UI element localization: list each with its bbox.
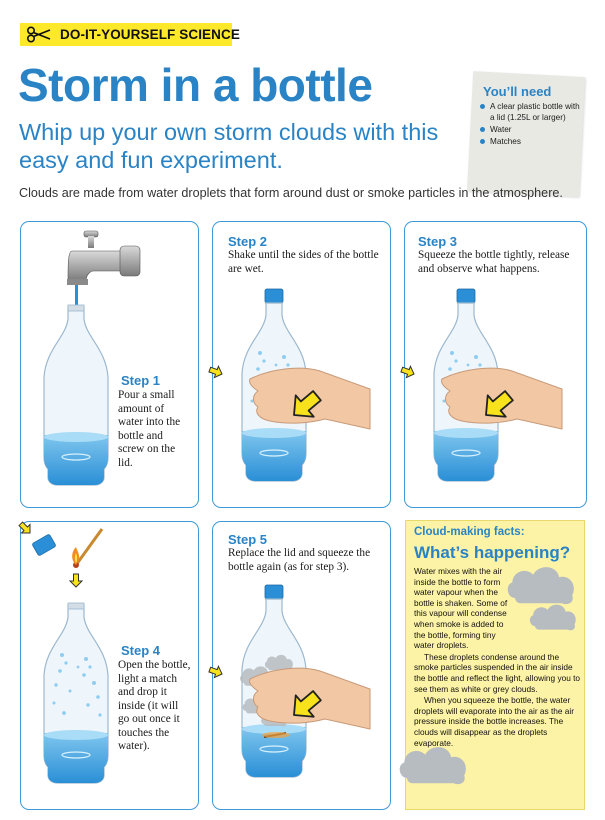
- tap-icon: [67, 231, 140, 285]
- step-1-text: Pour a small amount of water into the bottle and screw on the lid.: [118, 389, 181, 469]
- lid-icon: [32, 534, 56, 556]
- needs-item: Matches: [478, 136, 582, 147]
- needs-title: You’ll need: [483, 84, 552, 99]
- scissors-icon: [26, 26, 52, 43]
- page-title: Storm in a bottle: [18, 59, 373, 111]
- facts-body: [414, 566, 582, 748]
- step-2-text: Shake until the sides of the bottle are wet.: [228, 249, 379, 275]
- facts-paragraph: These droplets condense around the smoke particles suspended in the air inside the bottle and reflect the light, allowing you to see them as white or grey clouds.: [414, 651, 581, 694]
- facts-paragraph: When you squeeze the bottle, the water droplets will evaporate into the air as the air pressure inside the bottle increases. The clouds will disappear as the droplets evaporate.: [414, 695, 575, 748]
- needs-list: [478, 101, 582, 148]
- match-icon: [72, 529, 102, 568]
- step-3-text: Squeeze the bottle tightly, release and observe what happens.: [418, 249, 570, 275]
- step-3-illustration: [404, 221, 585, 506]
- banner-label: DO-IT-YOURSELF SCIENCE: [60, 27, 240, 42]
- page-subtitle: Whip up your own storm clouds with this easy and fun experiment.: [19, 119, 439, 173]
- intro-text: Clouds are made from water droplets that form around dust or smoke particles in the atmosphere.: [19, 186, 563, 200]
- step-5-illustration: [212, 521, 389, 808]
- step-4-label: Step 4: [121, 643, 161, 658]
- step-1-label: Step 1: [121, 373, 161, 388]
- step-5-label: Step 5: [228, 532, 268, 547]
- facts-paragraph: Water mixes with the air inside the bottle to form water vapour when the bottle is shaken. Some of this vapour will condense when smoke is added to the bottle, forming tiny water droplets.: [414, 566, 508, 651]
- facts-title: What’s happening?: [414, 543, 571, 562]
- step-4-text: Open the bottle, light a match and drop it inside (it will go out once it touches the water).: [118, 659, 191, 752]
- step-2-label: Step 2: [228, 234, 268, 249]
- step-2-illustration: [212, 221, 389, 506]
- facts-label: Cloud-making facts:: [414, 526, 525, 538]
- step-3-label: Step 3: [418, 234, 458, 249]
- step-5-text: Replace the lid and squeeze the bottle again (as for step 3).: [228, 547, 371, 573]
- needs-item: Water: [478, 124, 582, 135]
- needs-item: A clear plastic bottle with a lid (1.25L or larger): [478, 101, 582, 123]
